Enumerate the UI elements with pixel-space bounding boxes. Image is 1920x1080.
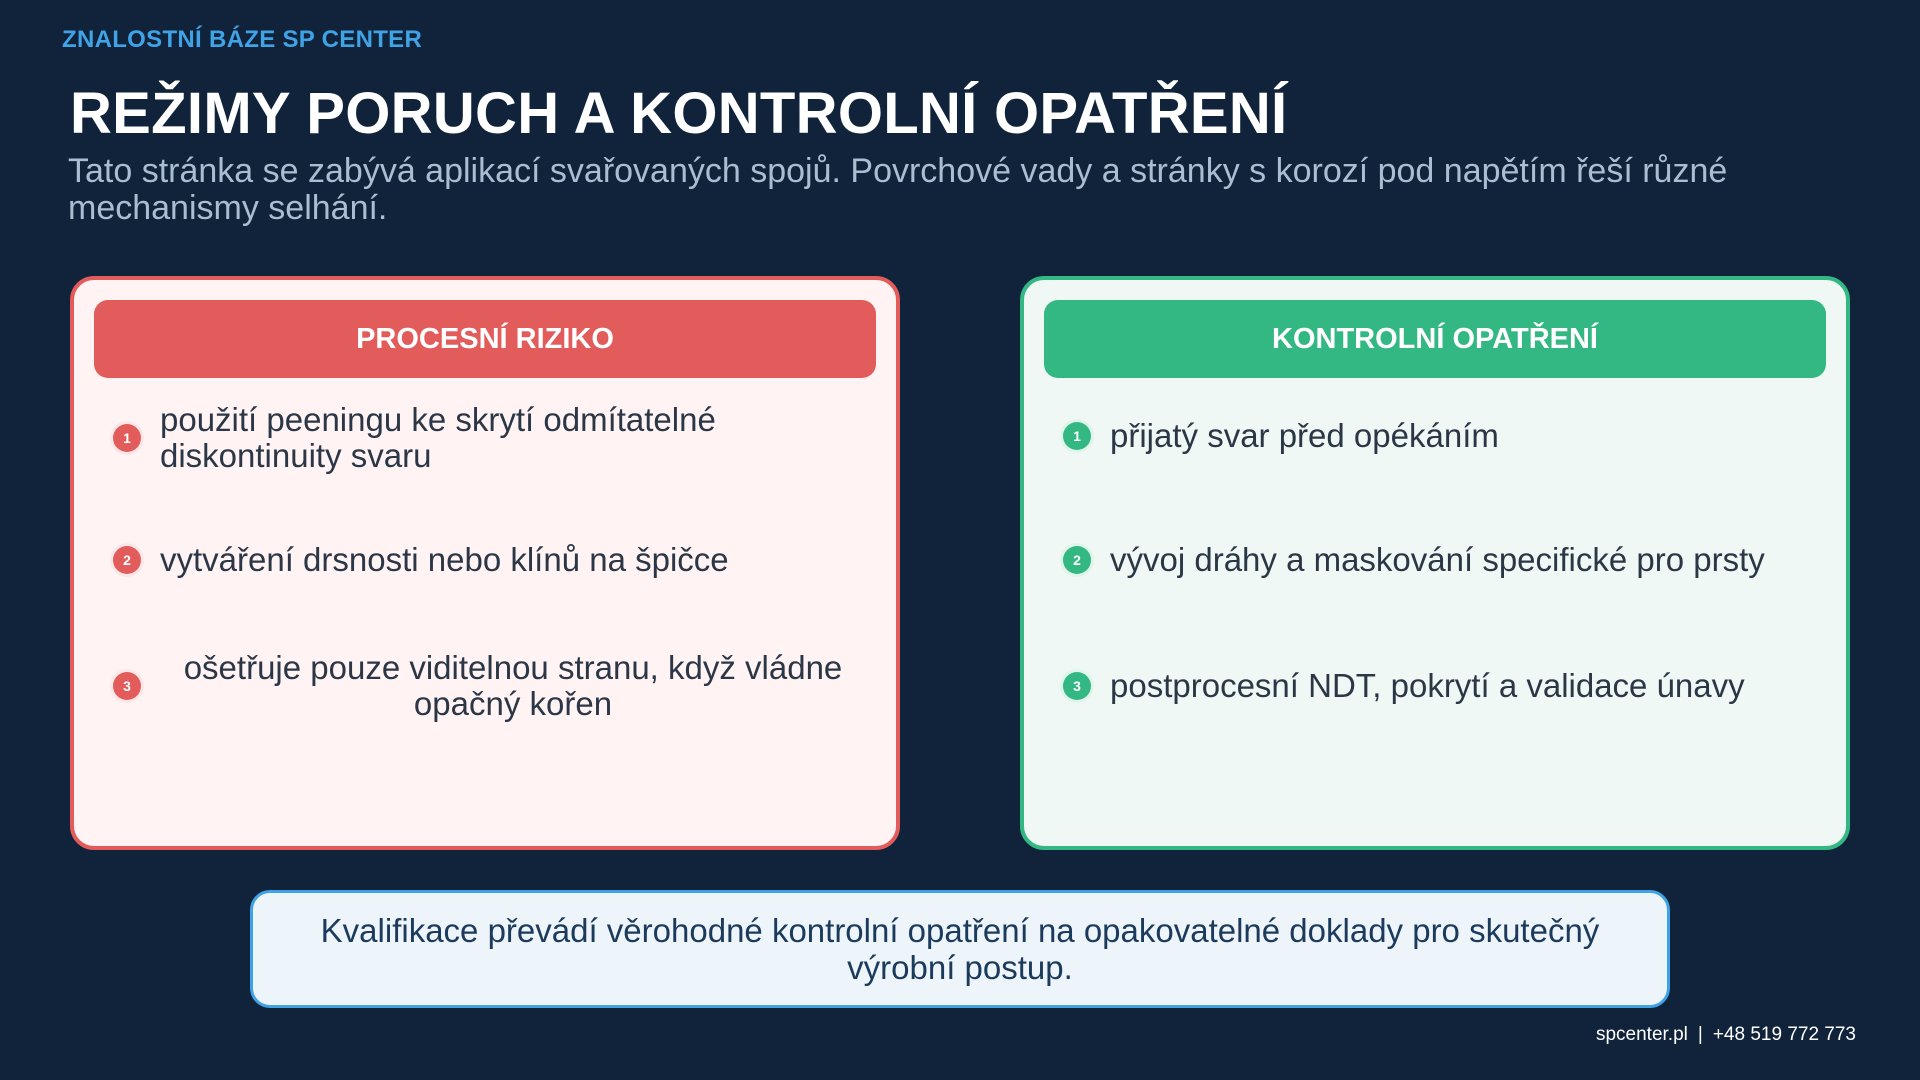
summary-callout (250, 890, 1670, 1008)
number-badge-1: 1 (1060, 419, 1094, 453)
summary-text: Kvalifikace převádí věrohodné kontrolní opatření na opakovatelné doklady pro skutečný výrobní postup. (320, 912, 1600, 986)
control-item-3 (1060, 668, 1816, 704)
risk-item-text: vytváření drsnosti nebo klínů na špičce (160, 541, 729, 578)
control-item-1 (1060, 418, 1816, 454)
process-risk-heading: PROCESNÍ RIZIKO (94, 300, 876, 378)
risk-item-2 (110, 542, 866, 578)
website-link[interactable]: spcenter.pl (1595, 1024, 1688, 1045)
control-measures-card (1020, 276, 1850, 850)
contact-info (1596, 1024, 1856, 1046)
page-title: REŽIMY PORUCH A KONTROLNÍ OPATŘENÍ (70, 81, 1288, 146)
number-badge-3: 3 (110, 669, 144, 703)
control-item-text: postprocesní NDT, pokrytí a validace únavy (1110, 667, 1745, 704)
risk-item-text: ošetřuje pouze viditelnou stranu, když vládne opačný kořen (183, 649, 843, 722)
risk-item-1 (110, 402, 866, 474)
process-risk-card (70, 276, 900, 850)
number-badge-1: 1 (110, 421, 144, 455)
page-subtitle: Tato stránka se zabývá aplikací svařovaných spojů. Povrchové vady a stránky s korozí pod napětím řeší různé mechanismy selhání. (68, 152, 1728, 227)
control-item-text: přijatý svar před opékáním (1110, 417, 1499, 454)
control-item-text: vývoj dráhy a maskování specifické pro prsty (1110, 541, 1765, 578)
contact-separator: | (1697, 1024, 1703, 1045)
number-badge-2: 2 (1060, 543, 1094, 577)
number-badge-3: 3 (1060, 669, 1094, 703)
control-item-2 (1060, 542, 1816, 578)
number-badge-2: 2 (110, 543, 144, 577)
risk-item-text: použití peeningu ke skrytí odmítatelné diskontinuity svaru (160, 401, 716, 474)
phone-number[interactable]: +48 519 772 773 (1712, 1024, 1856, 1045)
risk-item-3 (110, 650, 866, 722)
control-measures-heading: KONTROLNÍ OPATŘENÍ (1044, 300, 1826, 378)
kicker-label: ZNALOSTNÍ BÁZE SP CENTER (62, 26, 423, 53)
